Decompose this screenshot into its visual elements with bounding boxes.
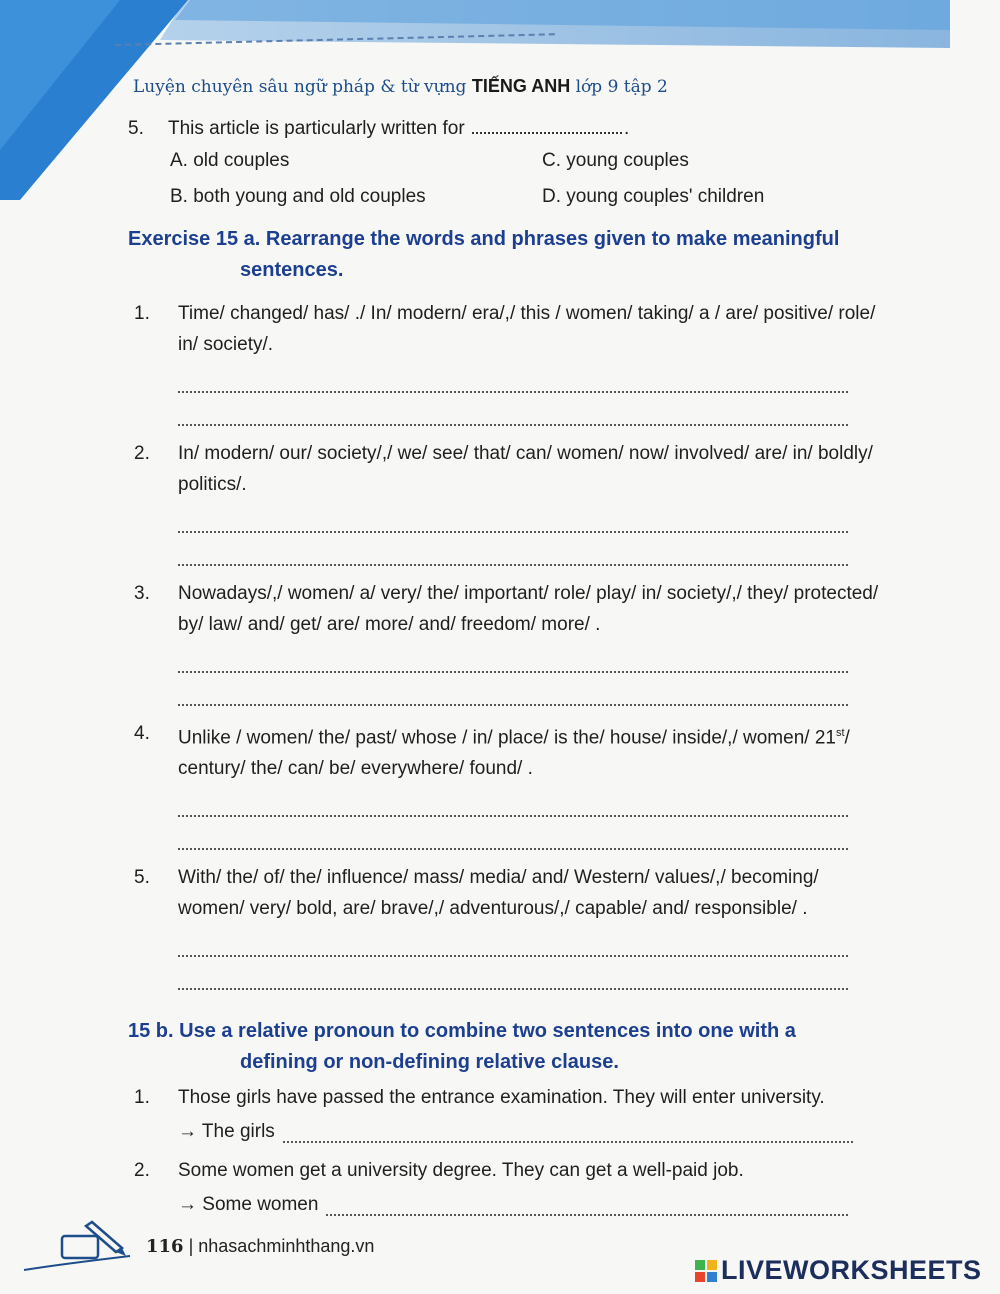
exercise-heading-line1: 15 b. Use a relative pronoun to combine two sentences into one with a: [128, 1020, 796, 1043]
answer-prompt: → The girls: [178, 1121, 275, 1143]
answer-line[interactable]: [178, 533, 848, 566]
option-a[interactable]: A. old couples: [170, 150, 290, 171]
ordinal-suffix: st: [835, 727, 845, 739]
pen-writing-icon: [22, 1218, 132, 1274]
header-prefix: Luyện chuyên sâu ngữ pháp & từ vựng: [133, 77, 467, 97]
item-number: 4.: [134, 723, 150, 744]
item-number: 1.: [134, 303, 150, 324]
question-stem-end: .: [623, 118, 630, 139]
item-text: Those girls have passed the entrance examination. They will enter university.: [178, 1087, 825, 1109]
answer-line[interactable]: [178, 784, 848, 817]
question-stem: This article is particularly written for: [168, 118, 465, 139]
answer-line[interactable]: [178, 360, 848, 393]
item-text: In/ modern/ our/ society/,/ we/ see/ that/ can/ women/ now/ involved/ are/ in/ boldly/ politics/.: [178, 443, 873, 495]
answer-line[interactable]: [178, 924, 848, 957]
answer-line[interactable]: [178, 957, 848, 990]
option-d[interactable]: D. young couples' children: [542, 186, 765, 207]
combine-answer-1: [178, 1113, 888, 1151]
rearrange-item-1: [128, 298, 888, 360]
page-number: 116: [146, 1236, 184, 1257]
watermark-text: LIVEWORKSHEETS: [721, 1255, 982, 1285]
book-header: [133, 76, 668, 97]
rearrange-item-5: [128, 862, 888, 924]
answer-line[interactable]: [178, 500, 848, 533]
liveworksheets-logo-icon: [695, 1260, 717, 1282]
answer-blank[interactable]: [283, 1140, 853, 1143]
publisher-site: | nhasachminhthang.vn: [188, 1236, 375, 1256]
header-brand: TIẾNG ANH: [471, 76, 571, 96]
rearrange-item-3: [128, 578, 888, 640]
item-number: 3.: [134, 583, 150, 604]
item-number: 2.: [134, 443, 150, 464]
question-5: [128, 118, 888, 140]
combine-answer-2: [178, 1186, 888, 1224]
exercise-heading-line1: Exercise 15 a. Rearrange the words and phrases given to make meaningful: [128, 228, 840, 250]
combine-item-2: [128, 1155, 888, 1186]
exercise-15a-heading: [128, 224, 888, 286]
answer-prompt: → Some women: [178, 1194, 319, 1216]
item-text: With/ the/ of/ the/ influence/ mass/ media/ and/ Western/ values/,/ becoming/ women/ very/ bold, are/ brave/,/ adventurous/,/ capable/ and/ responsible/ .: [178, 867, 819, 920]
answer-blank[interactable]: [326, 1213, 848, 1216]
item-text: Some women get a university degree. They can get a well-paid job.: [178, 1160, 744, 1182]
exercise-15b-heading: [128, 1016, 888, 1078]
item-text-a: Unlike / women/ the/ past/ whose / in/ place/ is the/ house/ inside/,/ women/ 21: [178, 727, 836, 749]
item-text-b: / century/ the/ can/ be/ everywhere/ found/ .: [178, 727, 850, 780]
option-c[interactable]: C. young couples: [542, 150, 689, 171]
combine-item-1: [128, 1082, 888, 1113]
question-number: 5.: [128, 118, 144, 139]
rearrange-item-4: [128, 718, 888, 784]
answer-line[interactable]: [178, 393, 848, 426]
answer-line[interactable]: [178, 817, 848, 850]
page-footer: [146, 1236, 374, 1257]
item-number: 1.: [134, 1087, 150, 1109]
item-number: 2.: [134, 1160, 150, 1182]
rearrange-item-2: [128, 438, 888, 500]
item-text: [178, 718, 888, 784]
option-b[interactable]: B. both young and old couples: [170, 186, 426, 207]
header-suffix: lớp 9 tập 2: [575, 77, 668, 97]
item-text: Nowadays/,/ women/ a/ very/ the/ important/ role/ play/ in/ society/,/ they/ protected/ by/ law/ and/ get/ are/ more/ and/ freedom/ more/ .: [178, 583, 879, 635]
item-text: Time/ changed/ has/ ./ In/ modern/ era/,/ this / women/ taking/ a / are/ positive/ role/ in/ society/.: [178, 303, 876, 355]
answer-blank[interactable]: [472, 118, 622, 134]
liveworksheets-watermark: [695, 1255, 982, 1286]
exercise-heading-line2: sentences.: [240, 259, 344, 281]
answer-line[interactable]: [178, 673, 848, 706]
answer-options: [170, 150, 888, 208]
item-number: 5.: [134, 867, 150, 889]
answer-line[interactable]: [178, 640, 848, 673]
worksheet-content: [128, 118, 888, 1224]
exercise-heading-line2: defining or non-defining relative clause.: [240, 1051, 619, 1074]
